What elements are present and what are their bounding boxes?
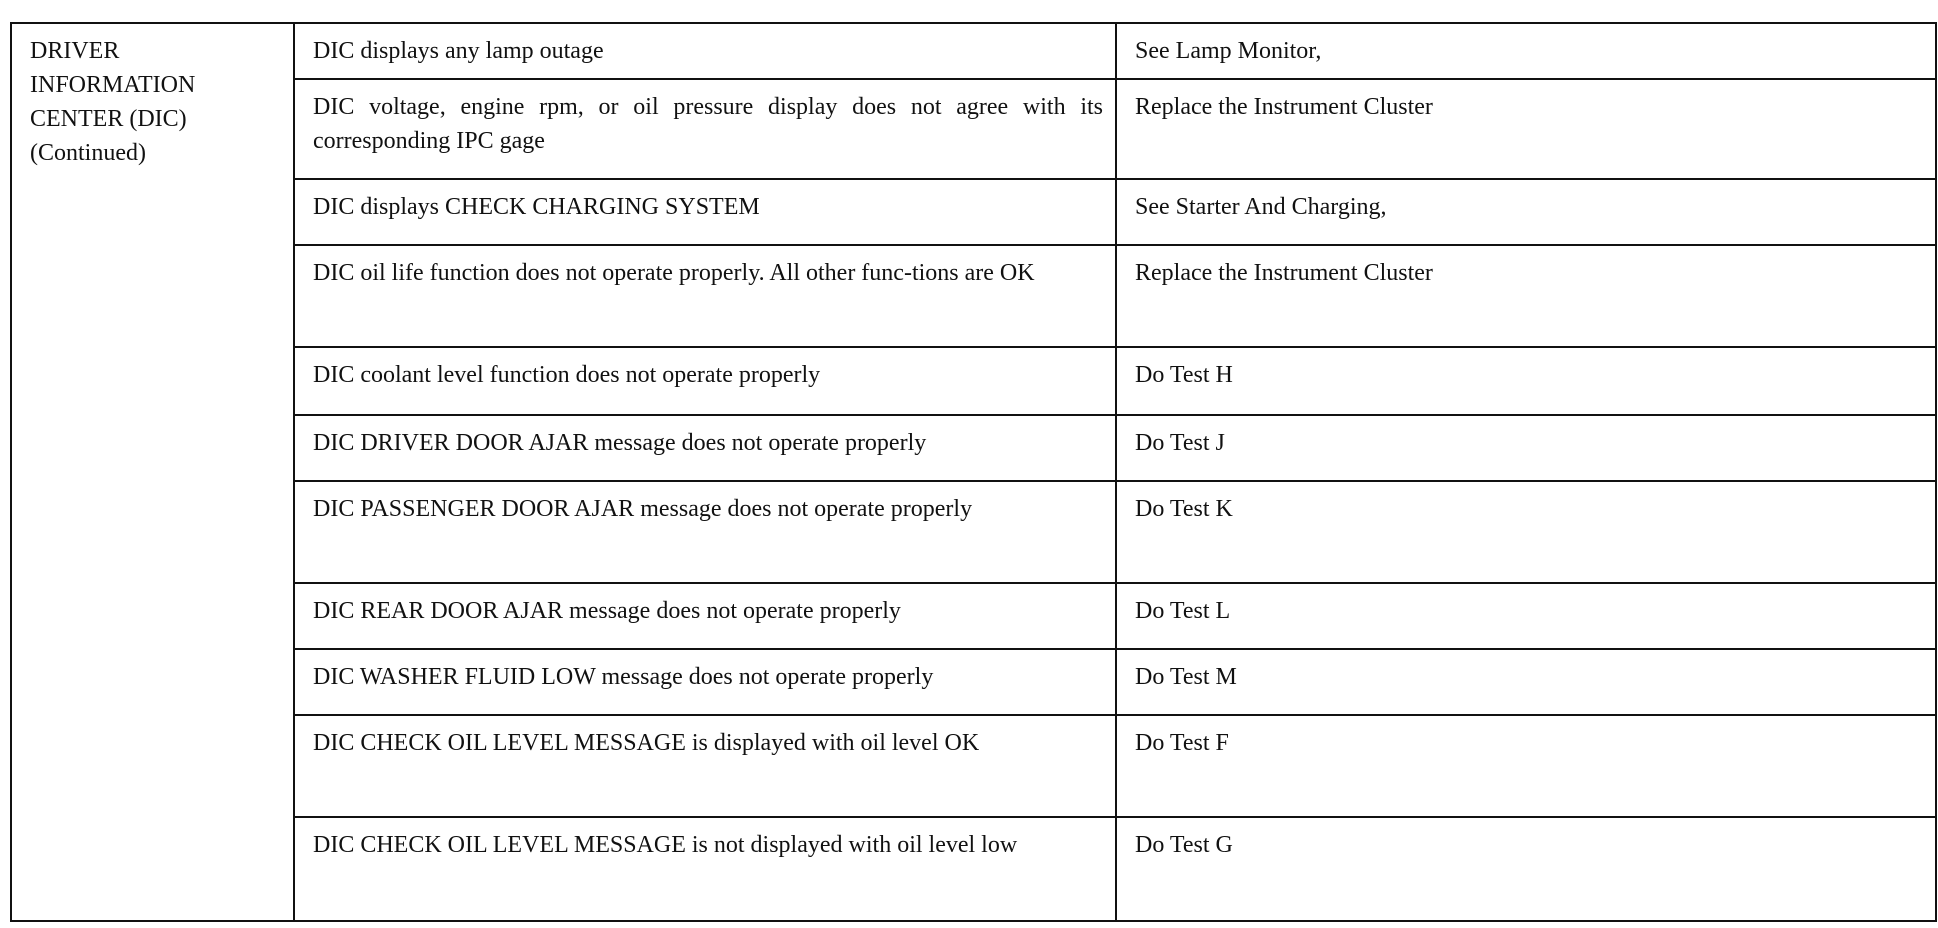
symptom-cell: DIC WASHER FLUID LOW message does not operate properly <box>294 649 1116 715</box>
symptom-cell: DIC DRIVER DOOR AJAR message does not operate properly <box>294 415 1116 481</box>
table-row <box>11 583 1936 649</box>
symptom-cell: DIC displays any lamp outage <box>294 23 1116 79</box>
table-row <box>11 79 1936 179</box>
system-name-line: (Continued) <box>30 140 146 166</box>
table-row <box>11 817 1936 921</box>
table-row <box>11 649 1936 715</box>
symptom-cell: DIC PASSENGER DOOR AJAR message does not operate properly <box>294 481 1116 583</box>
action-cell: Do Test F <box>1116 715 1936 817</box>
system-name-line: DRIVER <box>30 38 120 64</box>
action-cell: Replace the Instrument Cluster <box>1116 79 1936 179</box>
table-row <box>11 715 1936 817</box>
table-row <box>11 347 1936 415</box>
system-name-line: CENTER (DIC) <box>30 106 187 132</box>
symptom-cell: DIC voltage, engine rpm, or oil pressure display does not agree with its corresponding IPC gage <box>294 79 1116 179</box>
action-cell: Do Test J <box>1116 415 1936 481</box>
action-cell: Do Test L <box>1116 583 1936 649</box>
action-cell: Do Test G <box>1116 817 1936 921</box>
action-cell: Replace the Instrument Cluster <box>1116 245 1936 347</box>
table-row <box>11 245 1936 347</box>
table-row <box>11 23 1936 79</box>
system-name-line: INFORMATION <box>30 72 196 98</box>
diagnosis-table <box>10 22 1937 922</box>
system-name-cell <box>11 23 294 921</box>
symptom-cell: DIC REAR DOOR AJAR message does not operate properly <box>294 583 1116 649</box>
symptom-cell: DIC displays CHECK CHARGING SYSTEM <box>294 179 1116 245</box>
table-row <box>11 415 1936 481</box>
action-cell: See Starter And Charging, <box>1116 179 1936 245</box>
action-cell: Do Test K <box>1116 481 1936 583</box>
symptom-cell: DIC CHECK OIL LEVEL MESSAGE is displayed with oil level OK <box>294 715 1116 817</box>
symptom-cell: DIC coolant level function does not operate properly <box>294 347 1116 415</box>
action-cell: Do Test H <box>1116 347 1936 415</box>
symptom-cell: DIC CHECK OIL LEVEL MESSAGE is not displayed with oil level low <box>294 817 1116 921</box>
symptom-cell: DIC oil life function does not operate properly. All other func-tions are OK <box>294 245 1116 347</box>
action-cell: See Lamp Monitor, <box>1116 23 1936 79</box>
table-row <box>11 179 1936 245</box>
action-cell: Do Test M <box>1116 649 1936 715</box>
table-row <box>11 481 1936 583</box>
